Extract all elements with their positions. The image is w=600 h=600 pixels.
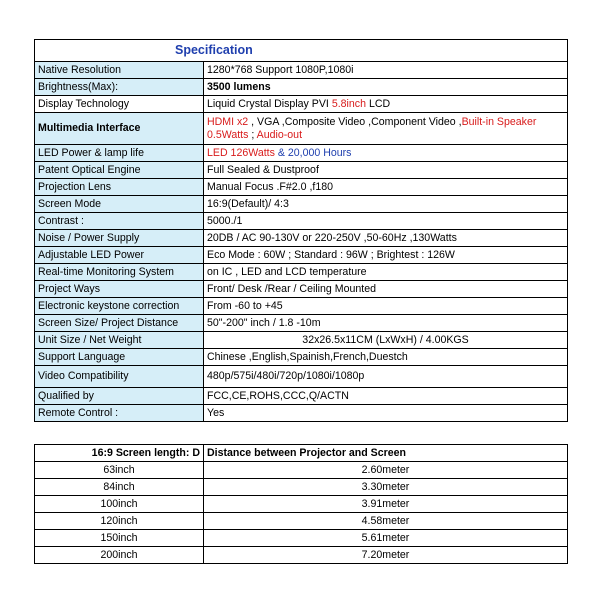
table-row (35, 162, 568, 179)
spec-value: 5000./1 (204, 213, 568, 230)
table-row (35, 247, 568, 264)
table-row (35, 230, 568, 247)
screen-size-cell: 100inch (35, 496, 204, 513)
spec-value-part: Audio-out (256, 128, 303, 141)
spec-value-part: HDMI x2 (207, 115, 249, 128)
table-row (35, 366, 568, 388)
spec-value: 20DB / AC 90-130V or 220-250V ,50-60Hz ,130Watts (204, 230, 568, 247)
screen-size-cell: 84inch (35, 479, 204, 496)
spec-value: FCC,CE,ROHS,CCC,Q/ACTN (204, 388, 568, 405)
spec-value: 3500 lumens (204, 79, 568, 96)
screen-size-cell: 200inch (35, 547, 204, 564)
table-row (35, 298, 568, 315)
spec-value-part: & 20,000 Hours (274, 146, 352, 159)
spec-label: Unit Size / Net Weight (35, 332, 204, 349)
spec-label: Electronic keystone correction (35, 298, 204, 315)
table-row (35, 213, 568, 230)
table-row (35, 349, 568, 366)
table-row (35, 513, 568, 530)
spec-value: on IC , LED and LCD temperature (204, 264, 568, 281)
spec-label: Multimedia Interface (35, 113, 204, 145)
spec-label: LED Power & lamp life (35, 145, 204, 162)
spec-value-part: 5.8inch (331, 97, 366, 110)
spec-value: Chinese ,English,Spainish,French,Duestch (204, 349, 568, 366)
distance-header-distance: Distance between Projector and Screen (204, 445, 568, 462)
distance-cell: 3.30meter (204, 479, 568, 496)
spec-value: Eco Mode : 60W ; Standard : 96W ; Brightest : 126W (204, 247, 568, 264)
spec-label: Noise / Power Supply (35, 230, 204, 247)
spec-label: Display Technology (35, 96, 204, 113)
distance-cell: 3.91meter (204, 496, 568, 513)
table-row (35, 264, 568, 281)
spec-value: From -60 to +45 (204, 298, 568, 315)
distance-header-row (35, 445, 568, 462)
spec-label: Screen Mode (35, 196, 204, 213)
spec-value-part: LED 126Watts (207, 146, 275, 159)
spec-value (204, 96, 568, 113)
table-row (35, 547, 568, 564)
distance-cell: 7.20meter (204, 547, 568, 564)
spec-value (204, 113, 568, 145)
distance-header-size: 16:9 Screen length: D (35, 445, 204, 462)
spec-label: Video Compatibility (35, 366, 204, 388)
spec-value: 50"-200" inch / 1.8 -10m (204, 315, 568, 332)
spec-value-part: , VGA ,Composite Video ,Component Video , (248, 115, 462, 128)
distance-cell: 5.61meter (204, 530, 568, 547)
table-row (35, 479, 568, 496)
spec-label: Remote Control : (35, 405, 204, 422)
table-row (35, 79, 568, 96)
spec-value: 32x26.5x11CM (LxWxH) / 4.00KGS (204, 332, 568, 349)
spec-label: Support Language (35, 349, 204, 366)
spec-value-part: Built-in Speaker 0.5Watts (207, 115, 537, 141)
table-row (35, 179, 568, 196)
table-row (35, 113, 568, 145)
table-row (35, 315, 568, 332)
table-row (35, 145, 568, 162)
spec-label: Patent Optical Engine (35, 162, 204, 179)
table-row (35, 196, 568, 213)
table-row (35, 405, 568, 422)
table-row (35, 96, 568, 113)
table-row (35, 281, 568, 298)
spec-label: Projection Lens (35, 179, 204, 196)
spec-header-row (35, 40, 568, 62)
screen-size-cell: 150inch (35, 530, 204, 547)
spec-value: Front/ Desk /Rear / Ceiling Mounted (204, 281, 568, 298)
table-row (35, 388, 568, 405)
spec-label: Project Ways (35, 281, 204, 298)
spec-label: Adjustable LED Power (35, 247, 204, 264)
table-row (35, 530, 568, 547)
distance-cell: 2.60meter (204, 462, 568, 479)
screen-size-cell: 120inch (35, 513, 204, 530)
table-row (35, 496, 568, 513)
spec-label: Contrast : (35, 213, 204, 230)
spec-value: Full Sealed & Dustproof (204, 162, 568, 179)
specification-table (34, 39, 568, 422)
spec-title: Specification (35, 40, 568, 62)
spec-value: 1280*768 Support 1080P,1080i (204, 62, 568, 79)
spec-label: Native Resolution (35, 62, 204, 79)
screen-size-cell: 63inch (35, 462, 204, 479)
spec-value: 480p/575i/480i/720p/1080i/1080p (204, 366, 568, 388)
spec-value-part: LCD (366, 97, 391, 110)
distance-table (34, 444, 568, 564)
spec-value: Manual Focus .F#2.0 ,f180 (204, 179, 568, 196)
table-row (35, 462, 568, 479)
spec-label: Brightness(Max): (35, 79, 204, 96)
spec-value: 16:9(Default)/ 4:3 (204, 196, 568, 213)
spec-label: Real-time Monitoring System (35, 264, 204, 281)
spec-label: Qualified by (35, 388, 204, 405)
spec-value-part: ; (248, 128, 257, 141)
table-row (35, 62, 568, 79)
table-row (35, 332, 568, 349)
spec-label: Screen Size/ Project Distance (35, 315, 204, 332)
spec-value-part: Liquid Crystal Display PVI (207, 97, 332, 110)
spec-value (204, 145, 568, 162)
distance-cell: 4.58meter (204, 513, 568, 530)
spec-value: Yes (204, 405, 568, 422)
